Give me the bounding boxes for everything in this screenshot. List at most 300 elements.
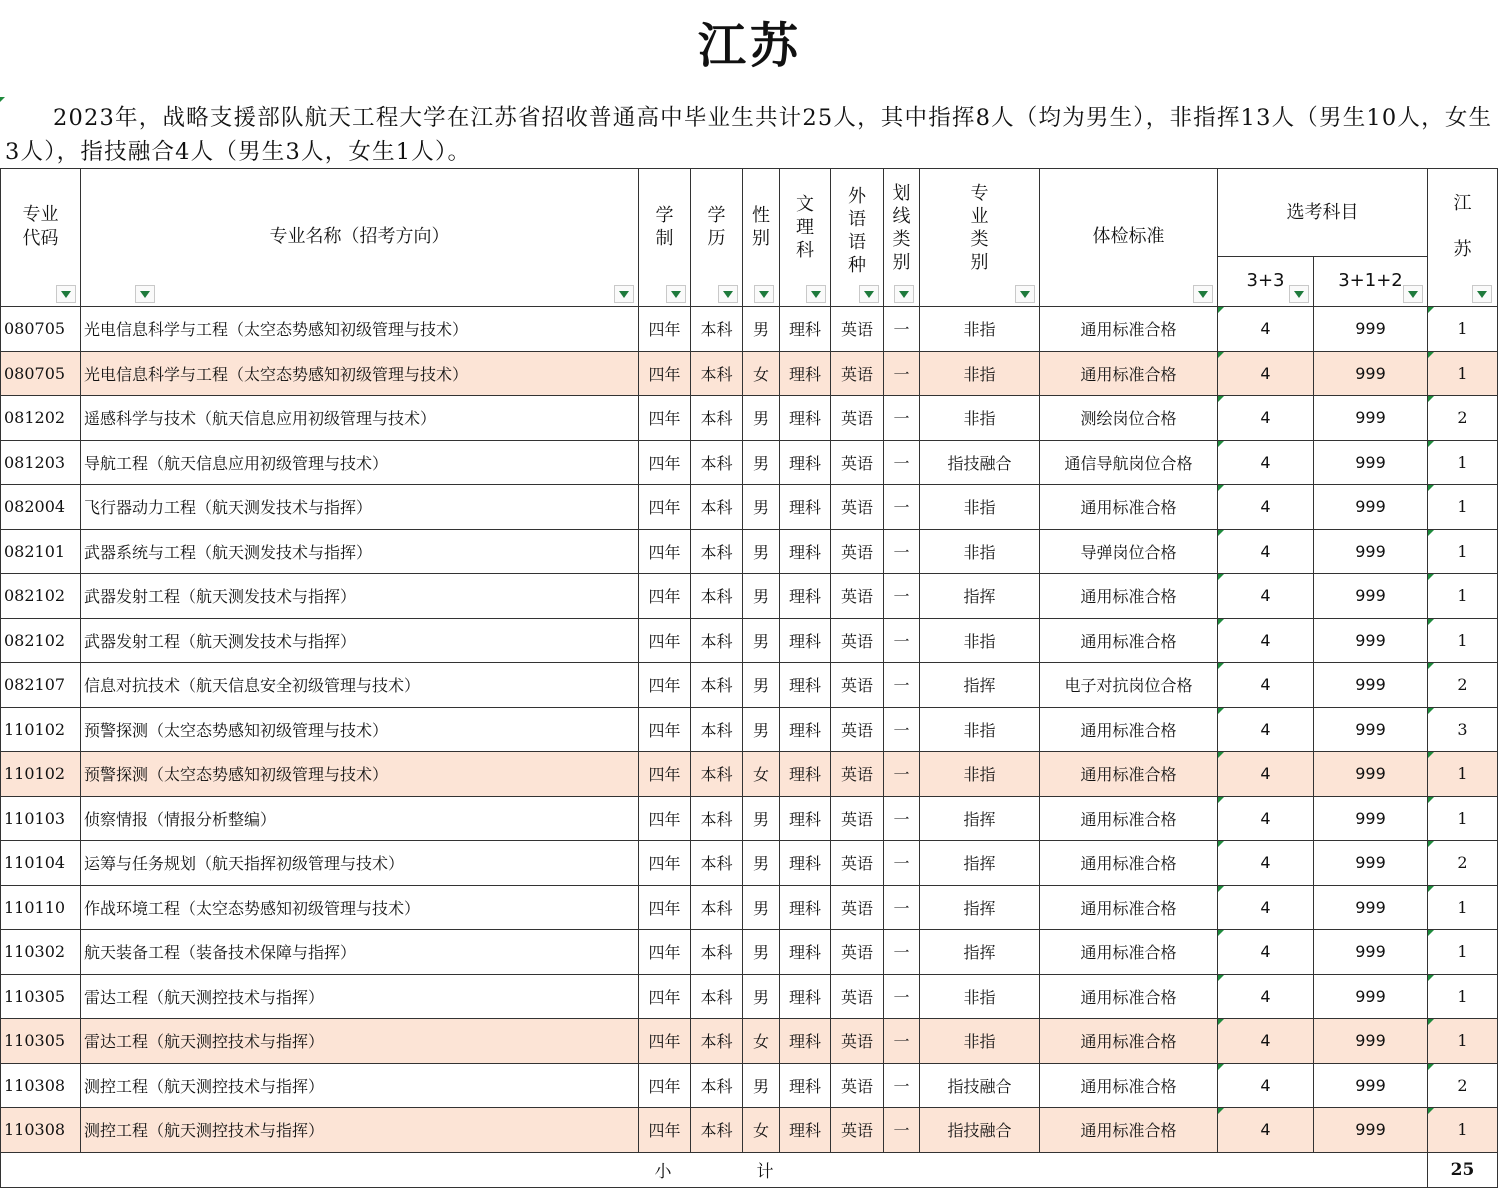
row-name[interactable]: 武器发射工程（航天测发技术与指挥） (81, 574, 639, 619)
row-degree[interactable]: 本科 (691, 930, 743, 975)
row-name[interactable]: 测控工程（航天测控技术与指挥） (81, 1108, 639, 1153)
header-degree: 学历 (691, 169, 743, 307)
filter-dropdown-icon[interactable] (1472, 285, 1492, 303)
row-quota[interactable]: 1 (1428, 351, 1498, 396)
row-line[interactable]: 一 (884, 930, 920, 975)
row-category[interactable]: 指挥 (920, 885, 1040, 930)
row-language[interactable]: 英语 (831, 440, 884, 485)
row-gender[interactable]: 男 (743, 1063, 780, 1108)
row-degree[interactable]: 本科 (691, 351, 743, 396)
row-track[interactable]: 理科 (780, 440, 831, 485)
row-line[interactable]: 一 (884, 796, 920, 841)
row-gender[interactable]: 男 (743, 663, 780, 708)
filter-dropdown-icon[interactable] (666, 285, 686, 303)
row-degree[interactable]: 本科 (691, 529, 743, 574)
row-subject-312[interactable]: 999 (1314, 440, 1428, 485)
row-category[interactable]: 指技融合 (920, 1108, 1040, 1153)
row-code[interactable]: 081202 (1, 396, 81, 441)
row-degree[interactable]: 本科 (691, 440, 743, 485)
row-subject-312[interactable]: 999 (1314, 529, 1428, 574)
row-duration[interactable]: 四年 (639, 440, 691, 485)
row-name[interactable]: 飞行器动力工程（航天测发技术与指挥） (81, 485, 639, 530)
row-track[interactable]: 理科 (780, 618, 831, 663)
page-title: 江苏 (697, 18, 802, 74)
row-subject-33[interactable]: 4 (1218, 574, 1314, 619)
row-subject-312[interactable]: 999 (1314, 1108, 1428, 1153)
row-quota[interactable]: 1 (1428, 752, 1498, 797)
row-subject-33[interactable]: 4 (1218, 752, 1314, 797)
row-subject-312[interactable]: 999 (1314, 974, 1428, 1019)
row-degree[interactable]: 本科 (691, 307, 743, 352)
row-category[interactable]: 指挥 (920, 930, 1040, 975)
row-track[interactable]: 理科 (780, 663, 831, 708)
row-track[interactable]: 理科 (780, 885, 831, 930)
row-code[interactable]: 080705 (1, 351, 81, 396)
row-language[interactable]: 英语 (831, 618, 884, 663)
row-line[interactable]: 一 (884, 307, 920, 352)
row-category[interactable]: 指挥 (920, 841, 1040, 886)
row-subject-312[interactable]: 999 (1314, 752, 1428, 797)
row-language[interactable]: 英语 (831, 485, 884, 530)
filter-dropdown-icon[interactable] (1403, 285, 1423, 303)
row-subject-312[interactable]: 999 (1314, 1063, 1428, 1108)
row-language[interactable]: 英语 (831, 885, 884, 930)
row-degree[interactable]: 本科 (691, 574, 743, 619)
row-line[interactable]: 一 (884, 707, 920, 752)
row-health[interactable]: 通用标准合格 (1040, 885, 1218, 930)
row-code[interactable]: 110302 (1, 930, 81, 975)
row-name[interactable]: 武器系统与工程（航天测发技术与指挥） (81, 529, 639, 574)
table-row (1, 885, 1498, 930)
row-name[interactable]: 预警探测（太空态势感知初级管理与技术） (81, 752, 639, 797)
row-subject-312[interactable]: 999 (1314, 574, 1428, 619)
row-duration[interactable]: 四年 (639, 663, 691, 708)
row-code[interactable]: 110103 (1, 796, 81, 841)
row-duration[interactable]: 四年 (639, 707, 691, 752)
row-quota[interactable]: 2 (1428, 663, 1498, 708)
row-code[interactable]: 110110 (1, 885, 81, 930)
row-quota[interactable]: 1 (1428, 529, 1498, 574)
filter-dropdown-icon[interactable] (754, 285, 774, 303)
row-category[interactable]: 指挥 (920, 663, 1040, 708)
row-health[interactable]: 通用标准合格 (1040, 930, 1218, 975)
header-gender: 性别 (743, 169, 780, 307)
row-track[interactable]: 理科 (780, 796, 831, 841)
row-gender[interactable]: 男 (743, 485, 780, 530)
row-health[interactable]: 导弹岗位合格 (1040, 529, 1218, 574)
row-code[interactable]: 082004 (1, 485, 81, 530)
row-duration[interactable]: 四年 (639, 396, 691, 441)
row-language[interactable]: 英语 (831, 663, 884, 708)
header-line: 划线类别 (884, 169, 920, 307)
table-row (1, 1063, 1498, 1108)
row-subject-33[interactable]: 4 (1218, 440, 1314, 485)
filter-dropdown-icon[interactable] (1015, 285, 1035, 303)
row-gender[interactable]: 男 (743, 796, 780, 841)
row-code[interactable]: 110102 (1, 707, 81, 752)
row-health[interactable]: 通用标准合格 (1040, 485, 1218, 530)
row-gender[interactable]: 男 (743, 440, 780, 485)
row-subject-312[interactable]: 999 (1314, 930, 1428, 975)
row-category[interactable]: 非指 (920, 974, 1040, 1019)
table-row (1, 841, 1498, 886)
table-row (1, 440, 1498, 485)
row-subject-33[interactable]: 4 (1218, 885, 1314, 930)
row-subject-312[interactable]: 999 (1314, 396, 1428, 441)
table-row (1, 485, 1498, 530)
row-language[interactable]: 英语 (831, 396, 884, 441)
row-gender[interactable]: 女 (743, 1108, 780, 1153)
row-track[interactable]: 理科 (780, 841, 831, 886)
row-category[interactable]: 指技融合 (920, 1063, 1040, 1108)
row-line[interactable]: 一 (884, 885, 920, 930)
row-subject-33[interactable]: 4 (1218, 796, 1314, 841)
row-line[interactable]: 一 (884, 1063, 920, 1108)
row-category[interactable]: 非指 (920, 1019, 1040, 1064)
row-name[interactable]: 雷达工程（航天测控技术与指挥） (81, 1019, 639, 1064)
row-quota[interactable]: 1 (1428, 930, 1498, 975)
row-category[interactable]: 非指 (920, 752, 1040, 797)
row-duration[interactable]: 四年 (639, 974, 691, 1019)
row-track[interactable]: 理科 (780, 1108, 831, 1153)
row-gender[interactable]: 男 (743, 574, 780, 619)
row-code[interactable]: 082101 (1, 529, 81, 574)
row-category[interactable]: 非指 (920, 529, 1040, 574)
row-subject-312[interactable]: 999 (1314, 485, 1428, 530)
row-duration[interactable]: 四年 (639, 930, 691, 975)
row-duration[interactable]: 四年 (639, 351, 691, 396)
row-degree[interactable]: 本科 (691, 841, 743, 886)
row-category[interactable]: 非指 (920, 707, 1040, 752)
row-line[interactable]: 一 (884, 1019, 920, 1064)
row-gender[interactable]: 男 (743, 885, 780, 930)
row-quota[interactable]: 1 (1428, 974, 1498, 1019)
row-track[interactable]: 理科 (780, 1019, 831, 1064)
row-duration[interactable]: 四年 (639, 307, 691, 352)
header-track: 文理科 (780, 169, 831, 307)
row-degree[interactable]: 本科 (691, 663, 743, 708)
row-code[interactable]: 081203 (1, 440, 81, 485)
row-category[interactable]: 非指 (920, 307, 1040, 352)
row-duration[interactable]: 四年 (639, 529, 691, 574)
row-language[interactable]: 英语 (831, 1063, 884, 1108)
row-health[interactable]: 电子对抗岗位合格 (1040, 663, 1218, 708)
filter-dropdown-icon[interactable] (135, 285, 155, 303)
table-row (1, 396, 1498, 441)
row-track[interactable]: 理科 (780, 307, 831, 352)
row-category[interactable]: 非指 (920, 485, 1040, 530)
filter-dropdown-icon[interactable] (894, 285, 914, 303)
row-subject-33[interactable]: 4 (1218, 307, 1314, 352)
enrollment-table (0, 168, 1498, 1188)
row-name[interactable]: 预警探测（太空态势感知初级管理与技术） (81, 707, 639, 752)
row-health[interactable]: 通信导航岗位合格 (1040, 440, 1218, 485)
row-track[interactable]: 理科 (780, 396, 831, 441)
row-language[interactable]: 英语 (831, 529, 884, 574)
row-health[interactable]: 通用标准合格 (1040, 1019, 1218, 1064)
row-track[interactable]: 理科 (780, 351, 831, 396)
row-degree[interactable]: 本科 (691, 707, 743, 752)
row-quota[interactable]: 1 (1428, 1108, 1498, 1153)
row-line[interactable]: 一 (884, 663, 920, 708)
row-quota[interactable]: 2 (1428, 1063, 1498, 1108)
row-subject-33[interactable]: 4 (1218, 351, 1314, 396)
row-code[interactable]: 110305 (1, 1019, 81, 1064)
row-line[interactable]: 一 (884, 974, 920, 1019)
table-row (1, 618, 1498, 663)
row-name[interactable]: 侦察情报（情报分析整编） (81, 796, 639, 841)
row-health[interactable]: 通用标准合格 (1040, 1063, 1218, 1108)
row-name[interactable]: 武器发射工程（航天测发技术与指挥） (81, 618, 639, 663)
row-code[interactable]: 080705 (1, 307, 81, 352)
row-code[interactable]: 110308 (1, 1108, 81, 1153)
header-duration: 学制 (639, 169, 691, 307)
row-health[interactable]: 通用标准合格 (1040, 752, 1218, 797)
row-gender[interactable]: 女 (743, 752, 780, 797)
subtotal-label: 小 计 (1, 1152, 1428, 1187)
row-line[interactable]: 一 (884, 396, 920, 441)
row-degree[interactable]: 本科 (691, 396, 743, 441)
header-health: 体检标准 (1040, 169, 1218, 307)
row-degree[interactable]: 本科 (691, 618, 743, 663)
row-subject-312[interactable]: 999 (1314, 885, 1428, 930)
row-code[interactable]: 110102 (1, 752, 81, 797)
row-subject-312[interactable]: 999 (1314, 707, 1428, 752)
table-row (1, 1019, 1498, 1064)
row-track[interactable]: 理科 (780, 1063, 831, 1108)
row-code[interactable]: 110305 (1, 974, 81, 1019)
row-quota[interactable]: 2 (1428, 841, 1498, 886)
row-category[interactable]: 指挥 (920, 796, 1040, 841)
row-language[interactable]: 英语 (831, 796, 884, 841)
row-language[interactable]: 英语 (831, 974, 884, 1019)
header-code: 专业代码 (1, 169, 81, 307)
row-subject-312[interactable]: 999 (1314, 1019, 1428, 1064)
header-language: 外语语种 (831, 169, 884, 307)
row-gender[interactable]: 男 (743, 618, 780, 663)
row-name[interactable]: 光电信息科学与工程（太空态势感知初级管理与技术） (81, 351, 639, 396)
header-name: 专业名称（招考方向） (81, 169, 639, 307)
row-subject-33[interactable]: 4 (1218, 663, 1314, 708)
row-language[interactable]: 英语 (831, 351, 884, 396)
row-category[interactable]: 非指 (920, 351, 1040, 396)
row-quota[interactable]: 1 (1428, 796, 1498, 841)
row-line[interactable]: 一 (884, 351, 920, 396)
row-line[interactable]: 一 (884, 485, 920, 530)
row-name[interactable]: 导航工程（航天信息应用初级管理与技术） (81, 440, 639, 485)
row-code[interactable]: 110104 (1, 841, 81, 886)
row-gender[interactable]: 男 (743, 930, 780, 975)
row-duration[interactable]: 四年 (639, 752, 691, 797)
row-duration[interactable]: 四年 (639, 485, 691, 530)
row-subject-312[interactable]: 999 (1314, 796, 1428, 841)
row-subject-33[interactable]: 4 (1218, 485, 1314, 530)
row-category[interactable]: 非指 (920, 396, 1040, 441)
row-track[interactable]: 理科 (780, 752, 831, 797)
row-health[interactable]: 通用标准合格 (1040, 351, 1218, 396)
row-gender[interactable]: 男 (743, 974, 780, 1019)
row-subject-33[interactable]: 4 (1218, 1063, 1314, 1108)
row-subject-33[interactable]: 4 (1218, 974, 1314, 1019)
subtotal-total: 25 (1428, 1152, 1498, 1187)
table-row (1, 351, 1498, 396)
row-category[interactable]: 指技融合 (920, 440, 1040, 485)
row-subject-33[interactable]: 4 (1218, 396, 1314, 441)
row-code[interactable]: 082102 (1, 618, 81, 663)
row-gender[interactable]: 男 (743, 707, 780, 752)
row-degree[interactable]: 本科 (691, 1108, 743, 1153)
row-track[interactable]: 理科 (780, 930, 831, 975)
intro-paragraph: 2023年，战略支援部队航天工程大学在江苏省招收普通高中毕业生共计25人，其中指挥8人（均为男生），非指挥13人（男生10人，女生3人），指技融合4人（男生3人，女生1人）。 (5, 105, 1493, 165)
row-duration[interactable]: 四年 (639, 796, 691, 841)
row-health[interactable]: 通用标准合格 (1040, 1108, 1218, 1153)
header-sub-312: 3+1+2 (1314, 257, 1428, 307)
row-track[interactable]: 理科 (780, 485, 831, 530)
row-gender[interactable]: 男 (743, 529, 780, 574)
row-line[interactable]: 一 (884, 752, 920, 797)
row-duration[interactable]: 四年 (639, 1063, 691, 1108)
row-duration[interactable]: 四年 (639, 885, 691, 930)
table-row (1, 307, 1498, 352)
row-subject-312[interactable]: 999 (1314, 307, 1428, 352)
row-gender[interactable]: 男 (743, 396, 780, 441)
row-health[interactable]: 测绘岗位合格 (1040, 396, 1218, 441)
row-name[interactable]: 航天装备工程（装备技术保障与指挥） (81, 930, 639, 975)
row-line[interactable]: 一 (884, 841, 920, 886)
filter-dropdown-icon[interactable] (1289, 285, 1309, 303)
row-language[interactable]: 英语 (831, 841, 884, 886)
row-code[interactable]: 110308 (1, 1063, 81, 1108)
row-duration[interactable]: 四年 (639, 841, 691, 886)
row-subject-33[interactable]: 4 (1218, 618, 1314, 663)
row-line[interactable]: 一 (884, 440, 920, 485)
row-name[interactable]: 运筹与任务规划（航天指挥初级管理与技术） (81, 841, 639, 886)
row-code[interactable]: 082102 (1, 574, 81, 619)
row-quota[interactable]: 1 (1428, 574, 1498, 619)
row-degree[interactable]: 本科 (691, 752, 743, 797)
row-language[interactable]: 英语 (831, 1019, 884, 1064)
row-name[interactable]: 雷达工程（航天测控技术与指挥） (81, 974, 639, 1019)
row-quota[interactable]: 1 (1428, 485, 1498, 530)
filter-dropdown-icon[interactable] (806, 285, 826, 303)
row-category[interactable]: 非指 (920, 618, 1040, 663)
row-language[interactable]: 英语 (831, 307, 884, 352)
row-quota[interactable]: 1 (1428, 440, 1498, 485)
row-gender[interactable]: 女 (743, 351, 780, 396)
filter-dropdown-icon[interactable] (56, 285, 76, 303)
row-degree[interactable]: 本科 (691, 796, 743, 841)
row-duration[interactable]: 四年 (639, 1019, 691, 1064)
row-subject-33[interactable]: 4 (1218, 707, 1314, 752)
row-subject-33[interactable]: 4 (1218, 930, 1314, 975)
header-subjects: 选考科目 (1218, 169, 1428, 257)
row-language[interactable]: 英语 (831, 1108, 884, 1153)
header-sub-33: 3+3 (1218, 257, 1314, 307)
row-duration[interactable]: 四年 (639, 1108, 691, 1153)
row-quota[interactable]: 3 (1428, 707, 1498, 752)
row-name[interactable]: 信息对抗技术（航天信息安全初级管理与技术） (81, 663, 639, 708)
row-degree[interactable]: 本科 (691, 485, 743, 530)
row-degree[interactable]: 本科 (691, 1063, 743, 1108)
row-category[interactable]: 指挥 (920, 574, 1040, 619)
row-health[interactable]: 通用标准合格 (1040, 707, 1218, 752)
row-health[interactable]: 通用标准合格 (1040, 841, 1218, 886)
table-row (1, 707, 1498, 752)
row-track[interactable]: 理科 (780, 574, 831, 619)
table-row (1, 1108, 1498, 1153)
row-subject-312[interactable]: 999 (1314, 618, 1428, 663)
row-line[interactable]: 一 (884, 574, 920, 619)
row-degree[interactable]: 本科 (691, 885, 743, 930)
table-row (1, 974, 1498, 1019)
row-quota[interactable]: 1 (1428, 618, 1498, 663)
table-row (1, 663, 1498, 708)
row-quota[interactable]: 2 (1428, 396, 1498, 441)
table-row (1, 752, 1498, 797)
row-code[interactable]: 082107 (1, 663, 81, 708)
row-track[interactable]: 理科 (780, 707, 831, 752)
row-duration[interactable]: 四年 (639, 618, 691, 663)
row-health[interactable]: 通用标准合格 (1040, 796, 1218, 841)
row-gender[interactable]: 男 (743, 307, 780, 352)
row-gender[interactable]: 女 (743, 1019, 780, 1064)
row-language[interactable]: 英语 (831, 930, 884, 975)
row-gender[interactable]: 男 (743, 841, 780, 886)
row-subject-33[interactable]: 4 (1218, 529, 1314, 574)
row-duration[interactable]: 四年 (639, 574, 691, 619)
table-row (1, 796, 1498, 841)
row-subject-312[interactable]: 999 (1314, 663, 1428, 708)
row-health[interactable]: 通用标准合格 (1040, 307, 1218, 352)
header-category: 专业类别 (920, 169, 1040, 307)
row-subject-312[interactable]: 999 (1314, 841, 1428, 886)
row-health[interactable]: 通用标准合格 (1040, 974, 1218, 1019)
filter-dropdown-icon[interactable] (859, 285, 879, 303)
row-name[interactable]: 作战环境工程（太空态势感知初级管理与技术） (81, 885, 639, 930)
row-quota[interactable]: 1 (1428, 885, 1498, 930)
row-line[interactable]: 一 (884, 1108, 920, 1153)
subtotal-row (1, 1152, 1498, 1187)
table-row (1, 529, 1498, 574)
row-language[interactable]: 英语 (831, 707, 884, 752)
row-health[interactable]: 通用标准合格 (1040, 618, 1218, 663)
row-subject-33[interactable]: 4 (1218, 841, 1314, 886)
row-track[interactable]: 理科 (780, 529, 831, 574)
table-row (1, 930, 1498, 975)
row-language[interactable]: 英语 (831, 574, 884, 619)
row-line[interactable]: 一 (884, 618, 920, 663)
row-subject-33[interactable]: 4 (1218, 1019, 1314, 1064)
filter-dropdown-icon[interactable] (718, 285, 738, 303)
row-degree[interactable]: 本科 (691, 1019, 743, 1064)
row-quota[interactable]: 1 (1428, 307, 1498, 352)
row-language[interactable]: 英语 (831, 752, 884, 797)
row-name[interactable]: 遥感科学与技术（航天信息应用初级管理与技术） (81, 396, 639, 441)
filter-dropdown-icon[interactable] (1193, 285, 1213, 303)
row-subject-312[interactable]: 999 (1314, 351, 1428, 396)
row-degree[interactable]: 本科 (691, 974, 743, 1019)
row-track[interactable]: 理科 (780, 974, 831, 1019)
header-quota: 江苏 (1428, 169, 1498, 307)
row-name[interactable]: 光电信息科学与工程（太空态势感知初级管理与技术） (81, 307, 639, 352)
row-subject-33[interactable]: 4 (1218, 1108, 1314, 1153)
filter-dropdown-icon[interactable] (614, 285, 634, 303)
row-name[interactable]: 测控工程（航天测控技术与指挥） (81, 1063, 639, 1108)
row-health[interactable]: 通用标准合格 (1040, 574, 1218, 619)
table-row (1, 574, 1498, 619)
row-line[interactable]: 一 (884, 529, 920, 574)
row-quota[interactable]: 1 (1428, 1019, 1498, 1064)
